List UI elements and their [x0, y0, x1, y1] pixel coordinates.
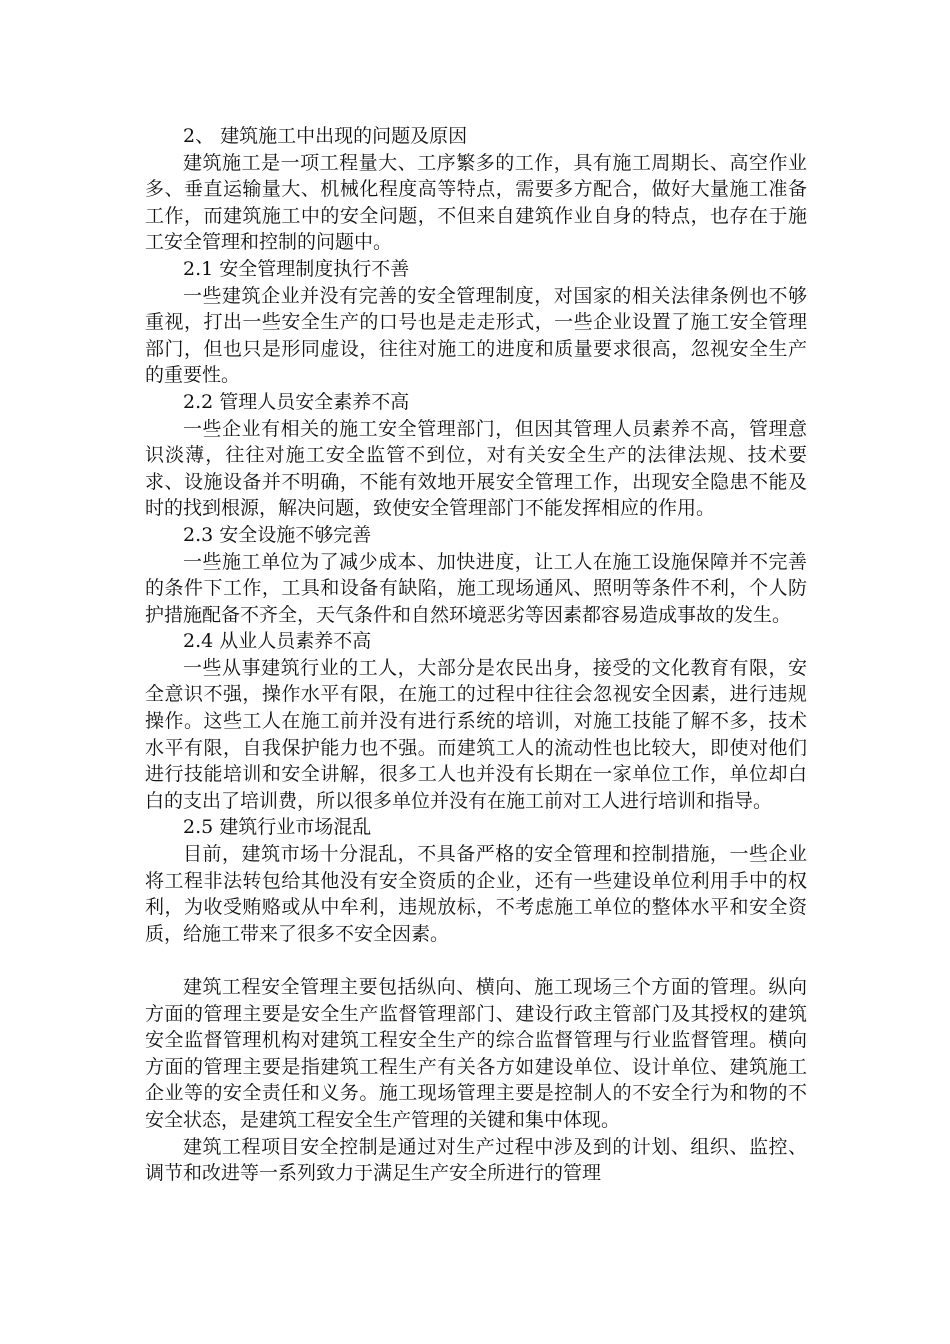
document-body — [145, 123, 807, 1187]
paragraph: 一些企业有相关的施工安全管理部门，但因其管理人员素养不高，管理意识淡薄，往往对施工安全监管不到位，对有关安全生产的法律法规、技术要求、设施设备并不明确，不能有效地开展安全管理工作，出现安全隐患不能及时的找到根源，解决问题，致使安全管理部门不能发挥相应的作用。 — [145, 417, 807, 520]
section-heading: 2、 建筑施工中出现的问题及原因 — [183, 125, 468, 147]
paragraph: 建筑施工是一项工程量大、工序繁多的工作，具有施工周期长、高空作业多、垂直运输量大、机械化程度高等特点，需要多方配合，做好大量施工准备工作，而建筑施工中的安全问题，不但来自建筑作业自身的特点，也存在于施工安全管理和控制的问题中。 — [145, 151, 807, 254]
paragraph: 一些建筑企业并没有完善的安全管理制度，对国家的相关法律条例也不够重视，打出一些安全生产的口号也是走走形式，一些企业设置了施工安全管理部门，但也只是形同虚设，往往对施工的进度和质量要求很高，忽视安全生产的重要性。 — [145, 284, 807, 387]
paragraph: 一些施工单位为了减少成本、加快进度，让工人在施工设施保障并不完善的条件下工作，工具和设备有缺陷，施工现场通风、照明等条件不利，个人防护措施配备不齐全，天气条件和自然环境恶劣等因素都容易造成事故的发生。 — [145, 550, 807, 626]
blank-line — [145, 947, 807, 974]
section-heading: 2.4 从业人员素养不高 — [183, 630, 372, 653]
paragraph: 建筑工程项目安全控制是通过对生产过程中涉及到的计划、组织、监控、调节和改进等一系列致力于满足生产安全所进行的管理 — [145, 1135, 807, 1185]
section-heading: 2.3 安全设施不够完善 — [183, 523, 372, 546]
paragraph: 建筑工程安全管理主要包括纵向、横向、施工现场三个方面的管理。纵向方面的管理主要是安全生产监督管理部门、建设行政主管部门及其授权的建筑安全监督管理机构对建筑工程安全生产的综合监督管理与行业监督管理。横向方面的管理主要是指建筑工程生产有关各方如建设单位、设计单位、建筑施工企业等的安全责任和义务。施工现场管理主要是控制人的不安全行为和物的不安全状态，是建筑工程安全生产管理的关键和集中体现。 — [145, 976, 807, 1131]
section-heading: 2.2 管理人员安全素养不高 — [183, 390, 410, 413]
section-heading: 2.1 安全管理制度执行不善 — [183, 257, 410, 280]
section-heading: 2.5 建筑行业市场混乱 — [183, 816, 372, 839]
paragraph: 一些从事建筑行业的工人，大部分是农民出身，接受的文化教育有限，安全意识不强，操作水平有限，在施工的过程中往往会忽视安全因素，进行违规操作。这些工人在施工前并没有进行系统的培训，对施工技能了解不多，技术水平有限，自我保护能力也不强。而建筑工人的流动性也比较大，即使对他们进行技能培训和安全讲解，很多工人也并没有长期在一家单位工作，单位却白白的支出了培训费，所以很多单位并没有在施工前对工人进行培训和指导。 — [145, 656, 807, 812]
paragraph: 目前，建筑市场十分混乱，不具备严格的安全管理和控制措施，一些企业将工程非法转包给其他没有安全资质的企业，还有一些建设单位利用手中的权利，为收受贿赂或从中牟利，违规放标，不考虑施工单位的整体水平和安全资质，给施工带来了很多不安全因素。 — [145, 843, 807, 945]
